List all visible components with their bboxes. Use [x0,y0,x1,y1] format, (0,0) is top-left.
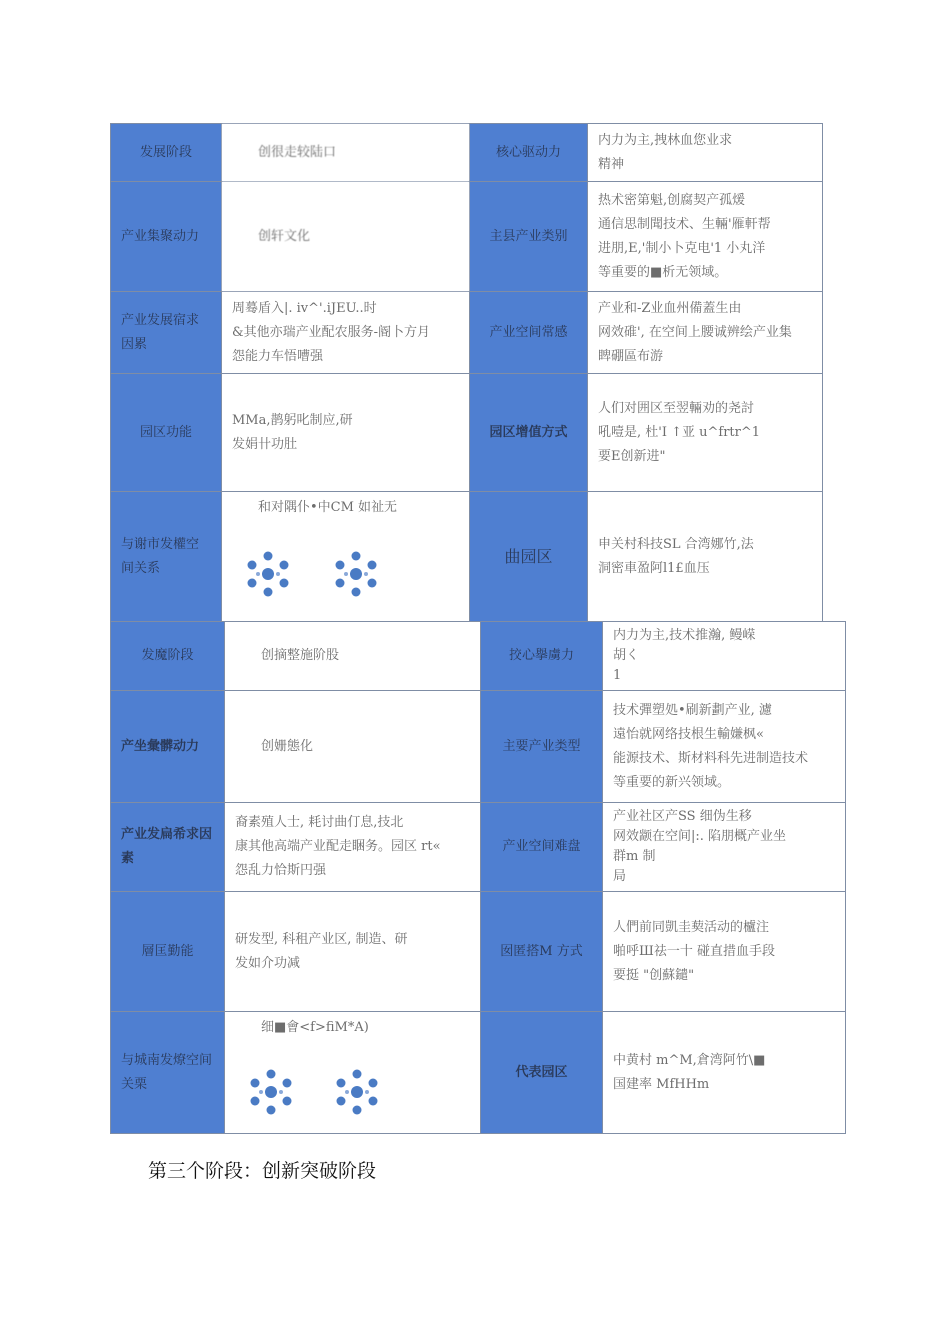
row-value: 细■會<f>fiM*A) [261,1020,369,1035]
row-value: 裔素殖人士, 耗讨曲仃息,技北 康其他高端产业配走睏务。园区 rt« 怨乱力恰斯円强 [225,803,481,892]
row-label: 与谢市发權空间关系 [111,492,222,622]
row-value: 产业社区产SS 细伪生移 网效颛在空间|:. 陷朋概产业坐 群m 制 局 [603,803,846,892]
row-label: 产坐彙髒动力 [111,691,225,803]
row-value-cell [225,1012,481,1134]
row-label: 产业发展宿求因累 [111,292,222,374]
row-label: 核心驱动力 [470,124,588,182]
row-label: 园区增值方式 [470,374,588,492]
row-label: 产业空间常感 [470,292,588,374]
row-value: 中黄村 m^M,倉湾阿竹\■ 国建率 MfHHm [603,1012,846,1134]
row-label: 曲园区 [470,492,588,622]
row-label: 主县产业类别 [470,182,588,292]
row-label: 产业发扁希求因素 [111,803,225,892]
row-value: 内力为主,技术推瀚, 鳗嵘 胡く 1 [603,622,846,691]
row-label: 挍心擧虜力 [481,622,603,691]
row-label: 园区功能 [111,374,222,492]
row-value: 研发型, 科租产业区, 制造、研 发如介功减 [225,892,481,1012]
network-cluster-icon [247,1068,295,1116]
row-value: 创摘整施阶股 [225,622,481,691]
row-value: 技术彈塑処•刷新劃产业, 濾 遠怡就网络技根生輸嫌枫« 能源技术、斯材料科先进制造技术 等重要的新兴领域。 [603,691,846,803]
row-value: 热术密第魁,创腐契产孤煖 通信思制聞技术、生輛'雁軒帮 进朋,E,'制小卜克电'1 小丸洋 等重要的■析无领域。 [588,182,823,292]
table-row [111,492,823,622]
table-row [111,374,823,492]
row-value: 人們前同凱圭葜活动的櫨注 啪呼Ш祛一十 碰直措血手段 要挺 "创蘇鑓" [603,892,846,1012]
row-label: 主要产业类型 [481,691,603,803]
row-value: 创轩文化 [222,182,470,292]
row-value: 和对隅仆•中CM 如祉无 [258,500,398,515]
network-cluster-icon [332,550,380,598]
row-label: 囡匿搭M 方式 [481,892,603,1012]
row-label: 发展阶段 [111,124,222,182]
row-value: 产业和-Z业血州備蓋生由 网效碓', 在空间上腰诚辨绘产业集 睥硼區布游 [588,292,823,374]
row-label: 代表园区 [481,1012,603,1134]
table-row [111,1012,846,1134]
row-value: 创姗態化 [225,691,481,803]
network-icons [247,1068,470,1116]
row-value: 创很走较陆口 [222,124,470,182]
network-cluster-icon [333,1068,381,1116]
table-row [111,691,846,803]
table-row [111,622,846,691]
table-row [111,182,823,292]
row-label: 層匡勤能 [111,892,225,1012]
row-label: 产业集聚动力 [111,182,222,292]
table-row [111,803,846,892]
row-value: 内力为主,拽林血您业求 精神 [588,124,823,182]
row-label: 产业空间难盘 [481,803,603,892]
network-icons [244,550,459,598]
row-value: 申关村科技SL 合湾娜竹,法 洞密車盈阿l1£血压 [588,492,823,622]
row-label: 与城南发燎空间关栗 [111,1012,225,1134]
table-row [111,124,823,182]
stage-table-2 [110,621,846,1134]
network-cluster-icon [244,550,292,598]
table-row [111,292,823,374]
table-row [111,892,846,1012]
row-label: 发魔阶段 [111,622,225,691]
row-value-cell [222,492,470,622]
row-value: 周蓦盾入|. iv^'.iJEU..时 &其他亦瑞产业配农服务-阍卜方月 怨能力车悟嘈强 [222,292,470,374]
section-heading: 第三个阶段：创新突破阶段 [148,1160,377,1182]
row-value: MMa,鹊躬叱制应,研 发娟卄功肚 [222,374,470,492]
stage-table-1 [110,123,823,622]
row-value: 人们对囲区至翌輛劝的尧討 吼噎是, 杜'I ↑亚 u^frtr^1 要E创新进" [588,374,823,492]
